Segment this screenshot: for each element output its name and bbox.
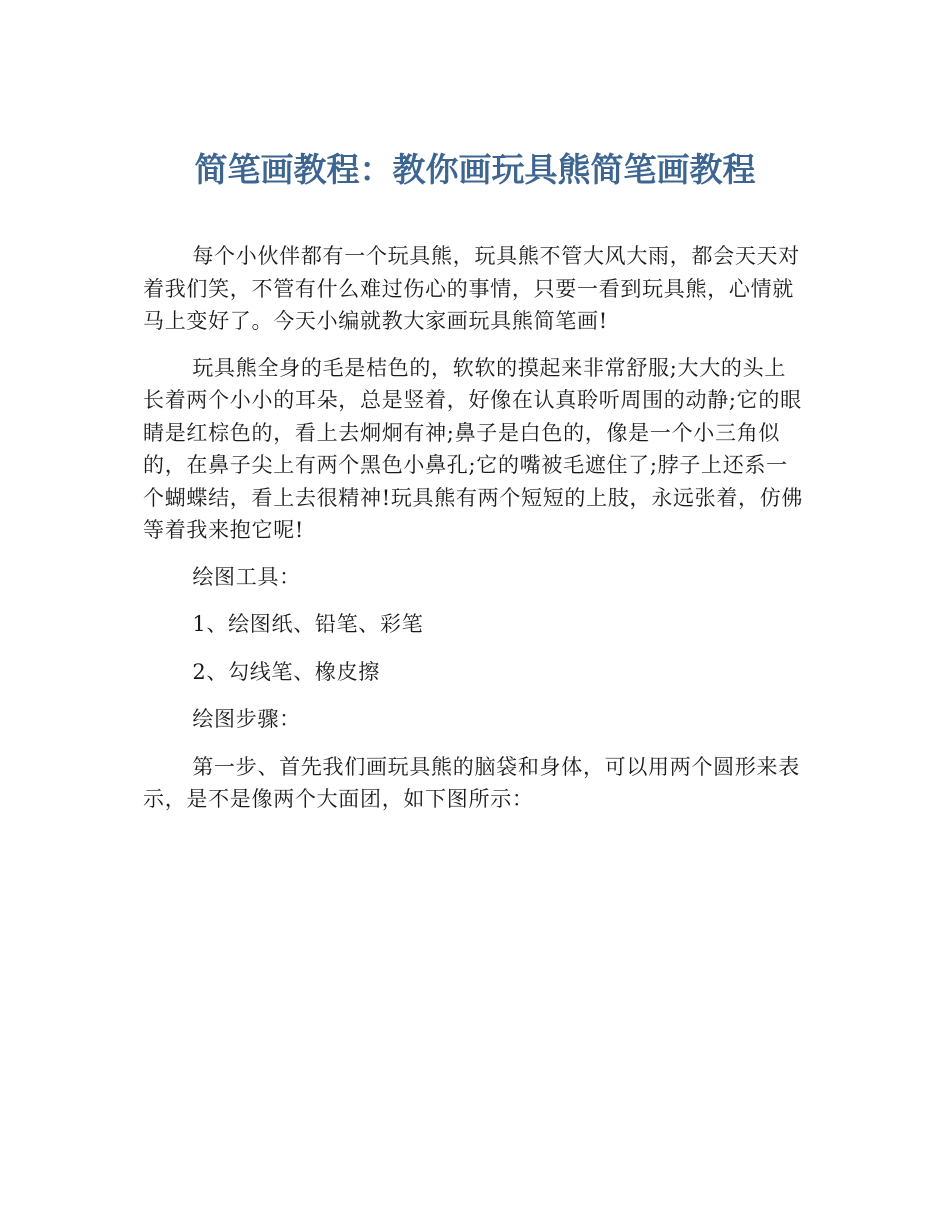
document-title: 简笔画教程：教你画玩具熊简笔画教程 [194,150,756,189]
paragraph-tool-2: 2、勾线笔、橡皮擦 [192,659,381,684]
paragraph-tool-1: 1、绘图纸、铅笔、彩笔 [192,612,424,636]
paragraph-step-1: 第一步、首先我们画玩具熊的脑袋和身体，可以用两个圆形来表示，是不是像两个大面团，如下图所示： [143,754,800,811]
document-body [143,240,807,830]
paragraph-steps-heading: 绘图步骤： [192,707,301,731]
paragraph-description: 玩具熊全身的毛是桔色的，软软的摸起来非常舒服;大大的头上长着两个小小的耳朵，总是竖着，好像在认真聆听周围的动静;它的眼睛是红棕色的，看上去炯炯有神;鼻子是白色的，像是一个小三角似的，在鼻子尖上有两个黑色小鼻孔;它的嘴被毛遮住了;脖子上还系一个蝴蝶结，看上去很精神!玩具熊有两个短短的上肢，永远张着，仿佛等着我来抱它呢! [143,355,804,542]
paragraph-tools-heading: 绘图工具： [192,564,301,589]
paragraph-intro: 每个小伙伴都有一个玩具熊，玩具熊不管大风大雨，都会天天对着我们笑，不管有什么难过伤心的事情，只要一看到玩具熊，心情就马上变好了。今天小编就教大家画玩具熊简笔画! [143,244,800,333]
